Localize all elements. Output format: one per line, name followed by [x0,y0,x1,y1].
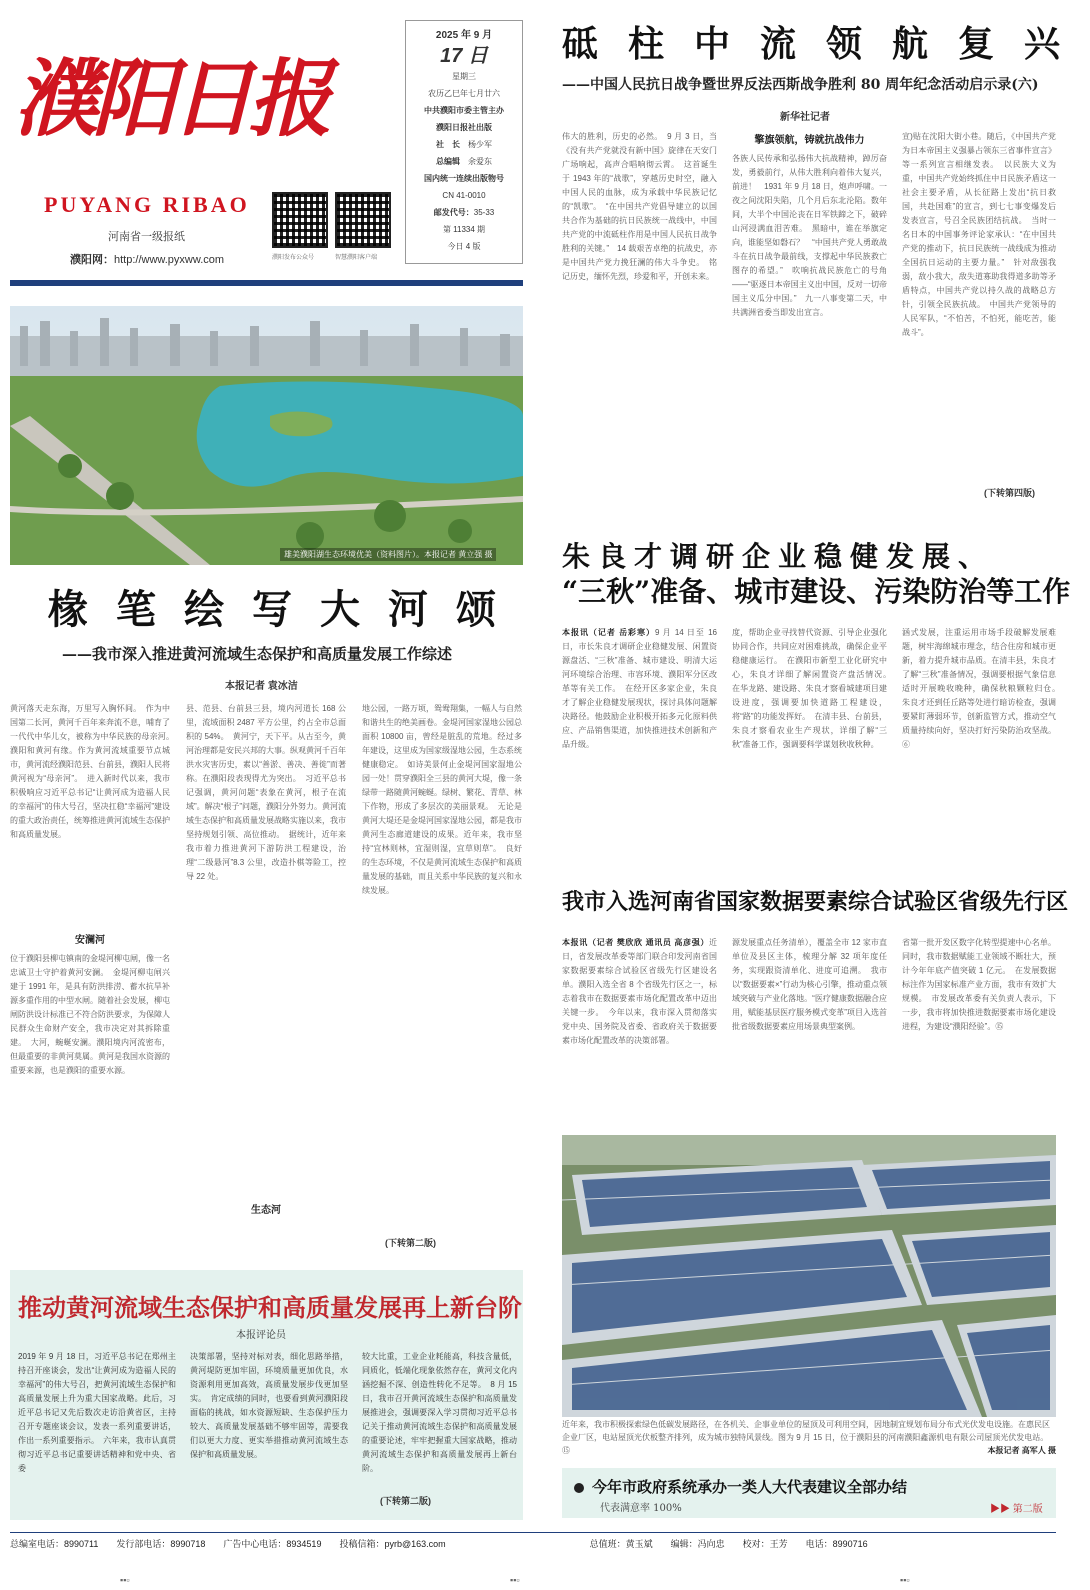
qr-caption: 智慧濮阳客户端 [335,255,378,261]
article2-column: 安澜河 位于濮阳县柳屯镇南的金堤河柳屯闸，像一名忠诚卫士守护着黄河安澜。 金堤河柳屯闸兴建于 1991 年，是具有防洪排涝、蓄水抗旱补源多重作用的中型水闸。随着社会发展，柳屯闸防洪设计标准已不符合防洪要求，为保障人民群众生命财产安全，我市决定对其拆除重建。 大河，蜿蜒安澜。濮阳境内河流密布，但最重要的非黄河莫属。黄河是我国水资源的重要来源，也是濮阳的重要水源。 [10,935,170,1075]
photo2-caption: 近年来，我市积极探索绿色低碳发展路径，在各机关、企事业单位的屋顶及可利用空间，因地制宜规划布局分布式光伏发电设施。在惠民区企业厂区，电站屋顶光伏板整齐排列，成为城市独特风景线。图为 9 月 15 日，位于濮阳县的河南濮阳鑫源机电有限公司屋顶光伏发电站。⑮ 本报记者 高军人 摄 [562,1420,1056,1455]
newspaper-level: 河南省一级报纸 [108,231,185,243]
article5-column: 较大比重，工业企业耗能高，科技含量低，同质化，低端化现象依然存在，黄河文化内涵挖掘不深、创造性转化不足等。 8 月 15 日，我市召开黄河流域生态保护和高质量发展推进会，强调要深入学习贯彻习近平总书记关于推动黄河流域生态保护和高质量发展的重要论述，牢牢把握重大国家战略，推动黄河流域生态保护和高质量发展再上新台阶。 [362,1352,517,1473]
photo1-caption: 雄美濮阳湖生态环境优美（资料图片）。本报记者 黄立强 摄 [280,548,496,561]
article2-byline: 本报记者 袁冰洁 [225,681,298,692]
qr-caption: 濮阳发布公众号 [272,255,315,261]
article4-column: 省第一批开发区数字化转型提速中心名单。同时，我市数据赋能工业领域不断壮大，预计今年年底产值突破 1 亿元。 在发展数据标注作为国家标准产业方面，我市有效扩大规模。 市发展改革委有关负责人表示，下一步，我市将加快推进数据要素市场化建设进程，为建设“濮阳经验”。⑮ [902,938,1056,1031]
article5-column: 2019 年 9 月 18 日，习近平总书记在郑州主持召开座谈会，发出“让黄河成为造福人民的幸福河”的伟大号召，把黄河流域生态保护和高质量发展上升为重大国家战略。此后，习近平总书记又先后数次走访沿黄省区，主持召开专题座谈会议，发表一系列重要讲话，作出一系列重要指示。 六年来，我市认真贯彻习近平总书记重要讲话精神和党中央、省委 [18,1352,176,1473]
article5-continued[interactable]: (下转第二版) [380,1496,431,1506]
solar-panels-image [562,1135,1056,1417]
masthead-divider [10,280,523,286]
article2-section-head: 安澜河 [75,935,105,946]
masthead-title: 濮阳日报 [14,49,327,148]
article1-column: 伟大的胜利，历史的必然。 9 月 3 日，当《没有共产党就没有新中国》旋律在天安门广场响起，高声合唱响彻云霄。 这首诞生于 1943 年的“战歌”，穿越历史时空，融入中国人民的血脉，成为承载中华民族记忆的“凯歌”。 “在中国共产党倡导建立的以国共合作为基础的抗日民族统一战线中，中国共产党的中流砥柱作用是中国人民抗日战争胜利的关键。” 14 载艰苦卓绝的抗战史，亦是中国共产党力挽狂澜的伟大斗争史。 铭记历史，缅怀先烈，珍爱和平，开创未来。 [562,132,717,281]
issue-number: 第 11334 期 [442,225,486,234]
article2-continued[interactable]: (下转第二版) [385,1238,436,1248]
page-count: 今日 4 版 [447,242,481,251]
article3-column: 涵式发展，注重运用市场手段破解发展难题，树牢海绵城市理念，结合住房和城市更新，着力提升城市品质。在清丰县，朱良才了解“三秋”准备情况，强调要根据气象信息适时开展晚收晚种，确保秋粮颗粒归仓。 朱良才还到任丘路等处进行暗访检查，强调要紧盯薄弱环节，创新监管方式，推动空气质量持续向好，坚决打好污染防治攻坚战。⑥ [902,628,1064,749]
page-marker: ▪▪▫ [510,1575,520,1585]
article3-headline[interactable]: “三秋”准备、城市建设、污染防治等工作 [562,575,1071,608]
bullet-icon [574,1483,584,1493]
article2-subheadline: ——我市深入推进黄河流域生态保护和高质量发展工作综述 [62,645,453,663]
article1-subheadline: ——中国人民抗日战争暨世界反法西斯战争胜利 80 周年纪念活动启示录(六) [562,77,1039,93]
article2-section-head: 生态河 [251,1205,281,1216]
date-box [405,20,523,264]
date-lunar: 农历乙巳年七月廿六 [428,89,500,98]
qr-code-icon[interactable] [272,192,328,248]
page-marker: ▪▪▫ [900,1575,910,1585]
cn-number: CN 41-0010 [442,191,486,200]
date-weekday: 星期三 [452,72,476,81]
article6-headline[interactable]: 今年市政府系统承办一类人大代表建议全部办结 [574,1476,907,1497]
editor-line: 总编辑 余爱东 [436,157,492,166]
article1-headline[interactable]: 砥柱中流领航复兴 [562,23,1090,65]
article2-column: 县、范县、台前县三县，境内河道长 168 公里，流域面积 2487 平方公里，约占全市总面积的 54%。 黄河宁，天下平。从古至今，黄河治理都是安民兴邦的大事。纵观黄河千百年洪水灾害历史，素以“善淤、善决、善徙”而著称。在濮阳段表现得尤为突出。 习近平总书记强调，黄河问题“表象在黄河，根子在流域”。解决“根子”问题，濮阳分外努力。黄河流域生态保护和高质量发展战略实施以来，我市坚持规划引领、高位推动。 据统计，近年来我市着力推进黄河下游防洪工程建设，治理“二级悬河”8.3 公里，改造扑棋等险工，控导 22 处。 [186,704,346,881]
article1-continued[interactable]: (下转第四版) [984,488,1035,498]
article5-headline[interactable]: 推动黄河流域生态保护和高质量发展再上新台阶 [18,1293,522,1322]
article2-column [186,1200,346,1250]
serial-label: 国内统一连续出版物号 [424,174,504,183]
article6-sub: 代表满意率 100% [600,1503,682,1514]
date-year-month: 2025 年 9 月 [435,30,493,41]
article4-column: 源发展重点任务清单），覆盖全市 12 家市直单位及县区主体，梳理分解 32 项年度任务，实现跟资清单化、进度可追溯。 我市以“数据要素×”行动为核心引擎，推动重点领域突破与产业化落地。“医疗健康数据融合应用，赋能基层医疗服务模式变革”项目入选首批省级数据要素应用场景典型案例。 [732,938,887,1031]
article2-headline[interactable]: 椽笔绘写大河颂 [48,586,524,633]
date-day: 17 日 [440,45,488,67]
article6-continued[interactable]: ▶▶ 第二版 [990,1504,1043,1515]
article3-headline[interactable]: 朱良才调研企业稳健发展、 [562,540,995,573]
article1-byline: 新华社记者 [780,112,830,123]
article3-column: 度，帮助企业寻找替代资源、引导企业强化协同合作，共同应对困难挑战，确保企业平稳健康运行。 在濮阳市新型工业化研究中心，朱良才详细了解闲置资产盘活情况。 在华龙路、建设路、朱良才察看城建项目建设进度，强调要加快道路工程建设，将“路”的功能发挥好。 在清丰县、台前县，朱良才察看农业生产现状，详细了解“三秋”准备工作，强调要科学谋划秋收秋种。 [732,628,895,749]
sponsor: 中共濮阳市委主管主办 [424,106,504,115]
article3-byline: 本报讯（记者 岳彩寒） [562,628,655,637]
lake-aerial-photo [10,306,523,565]
footer-contacts: 总编室电话：8990711 发行部电话：8990718 广告中心电话：8934519 投稿信箱：pyrb@163.com 总值班：黄玉斌 编辑：冯向忠 校对：王芳 电话：8990716 [10,1539,868,1549]
director-line: 社 长 杨少军 [436,140,492,149]
article5-byline: 本报评论员 [236,1330,286,1341]
publisher: 濮阳日报社出版 [436,123,492,132]
article5-column: 决策部署，坚持对标对表，细化思路举措，黄河堤防更加牢固，环境质量更加优良，水资源利用更加高效，高质量发展步伐更加坚实。 肯定成绩的同时，也要看到黄河濮阳段面临的挑战，如水资源短缺、生态保护压力较大、高质量发展基础不够牢固等，需要我们以更大力度、更实举措推动黄河流域生态保护和高质量发展。 [190,1352,348,1459]
solar-rooftop-photo [562,1135,1056,1417]
article1-column: 擎旗领航，铸就抗战伟力 各族人民传承和弘扬伟大抗战精神，踔厉奋发，勇毅前行，从伟大胜利向着伟大复兴，前进！ 1931 年 9 月 18 日，炮声呼啸。一夜之间沈阳失陷，几个月后东北沦陷。数年间，大半个中国沦丧在日军铁蹄之下，破碎山河浸满血泪苦难。 黑暗中，谁在举旗定向，谁能坚如磐石？ “中国共产党人勇敢战斗在抗日战争最前线，支撑起中华民族救亡图存的希望。” 吹响抗战民族危亡的号角——“驱逐日本帝国主义出中国，反对一切帝国主义瓜分中国。” 九一八事变第二天，中共满洲省委当即发出宣言。 [732,135,887,317]
qr-code-icon[interactable] [335,192,391,248]
masthead-pinyin: PUYANG RIBAO [44,192,250,217]
footer-divider [10,1532,1056,1533]
article1-column: 宣)贴在沈阳大街小巷。随后，《中国共产党为日本帝国主义强暴占领东三省事件宣言》等一系列宣言相继发表。 以民族大义为重，中国共产党始终抓住中日民族矛盾这一社会主要矛盾，从长征路上发出“抗日救国，共赴国难”的宣言，到七七事变爆发后发表宣言，号召全民族团结抗战。 当时一名日本的中国事务评论家承认：“在中国共产党的推动下，抗日民族统一战线成为推动全国抗日运动的主要力量。” 针对敌强我弱，敌小我大，敌失道寡助我得道多助等矛盾特点，中国共产党以持久战的战略总方针，引领全民族抗战。 中国共产党领导的人民军队，“不怕苦，不怕死，能吃苦，能战斗”。 [902,132,1056,337]
post-code-line: 邮发代号：35-33 [433,208,495,217]
lake-aerial-image [10,306,523,565]
article3-column: 本报讯（记者 岳彩寒）9 月 14 日至 16 日，市长朱良才调研企业稳健发展、闲置资源盘活、“三秋”准备、城市建设、明清大运河环境综合治理、市容环境、濮阳军分区改革等有关工作。 在经开区多家企业，朱良才了解企业稳健发展现状，探讨具体问题解决路径。他鼓励企业积极开拓多元化原料供应、产品销售渠道，加快推进技术创新和产品升级。 [562,628,717,749]
article2-column: 地公园，一路万顷，鸳鸯翔集，一幅人与自然和谐共生的绝美画卷。金堤河国家湿地公园总面积 10800 亩，曾经是脏乱的荒地。经过多年建设，这里成为国家级湿地公园，生态系统健康稳定。 如诗美景何止金堤河国家湿地公园一处！贯穿濮阳全三县的黄河大堤，像一条绿带一路随黄河蜿蜒。绿树、繁花、青草、林下作物，形成了多层次的美丽景观。 无论是黄河大堤还是金堤河国家湿地公园，都是我市黄河生态廊道建设的成果。近年来，我市坚持“宜林则林，宜湿则湿，宜草则草”。 良好的生态环境，不仅是黄河流域生态保护和高质量发展的基础，而且关系中华民族的复兴和永续发展。 [362,704,522,895]
page-marker: ▪▪▫ [120,1575,130,1585]
website-url[interactable]: http://www.pyxww.com [114,254,225,266]
website-line: 濮阳网：http://www.pyxww.com [70,254,225,266]
article4-byline: 本报讯（记者 樊欣欣 通讯员 高彦强） [562,938,709,947]
article1-section-head: 擎旗领航，铸就抗战伟力 [754,135,865,146]
article4-headline[interactable]: 我市入选河南省国家数据要素综合试验区省级先行区 [562,889,1069,915]
article2-column: 黄河落天走东海，万里写入胸怀间。 作为中国第二长河，黄河千百年来奔流不息，哺育了一代代中华儿女，被称为中华民族的母亲河。 濮阳和黄河有缘。作为黄河流域重要节点城市，黄河流经濮阳范县、台前县，濮阳人民将黄河视为“母亲河”。 进入新时代以来，我市积极响应习近平总书记“让黄河成为造福人民的幸福河”的伟大号召，坚决扛稳“幸福河”建设的重大政治责任，统筹推进黄河流域生态保护和高质量发展。 [10,704,178,839]
article4-column: 本报讯（记者 樊欣欣 通讯员 高彦强）近日，省发展改革委等部门联合印发河南省国家数据要素综合试验区省级先行区建设名单。濮阳入选全省 8 个省级先行区之一，标志着我市在数据要素市场化配置改革中迈出关键一步。 今年以来，我市深入贯彻落实党中央、国务院及省委、省政府关于数据要素市场化配置改革的决策部署。 [562,938,717,1045]
photo2-credit: 本报记者 高军人 摄 [987,1446,1056,1455]
